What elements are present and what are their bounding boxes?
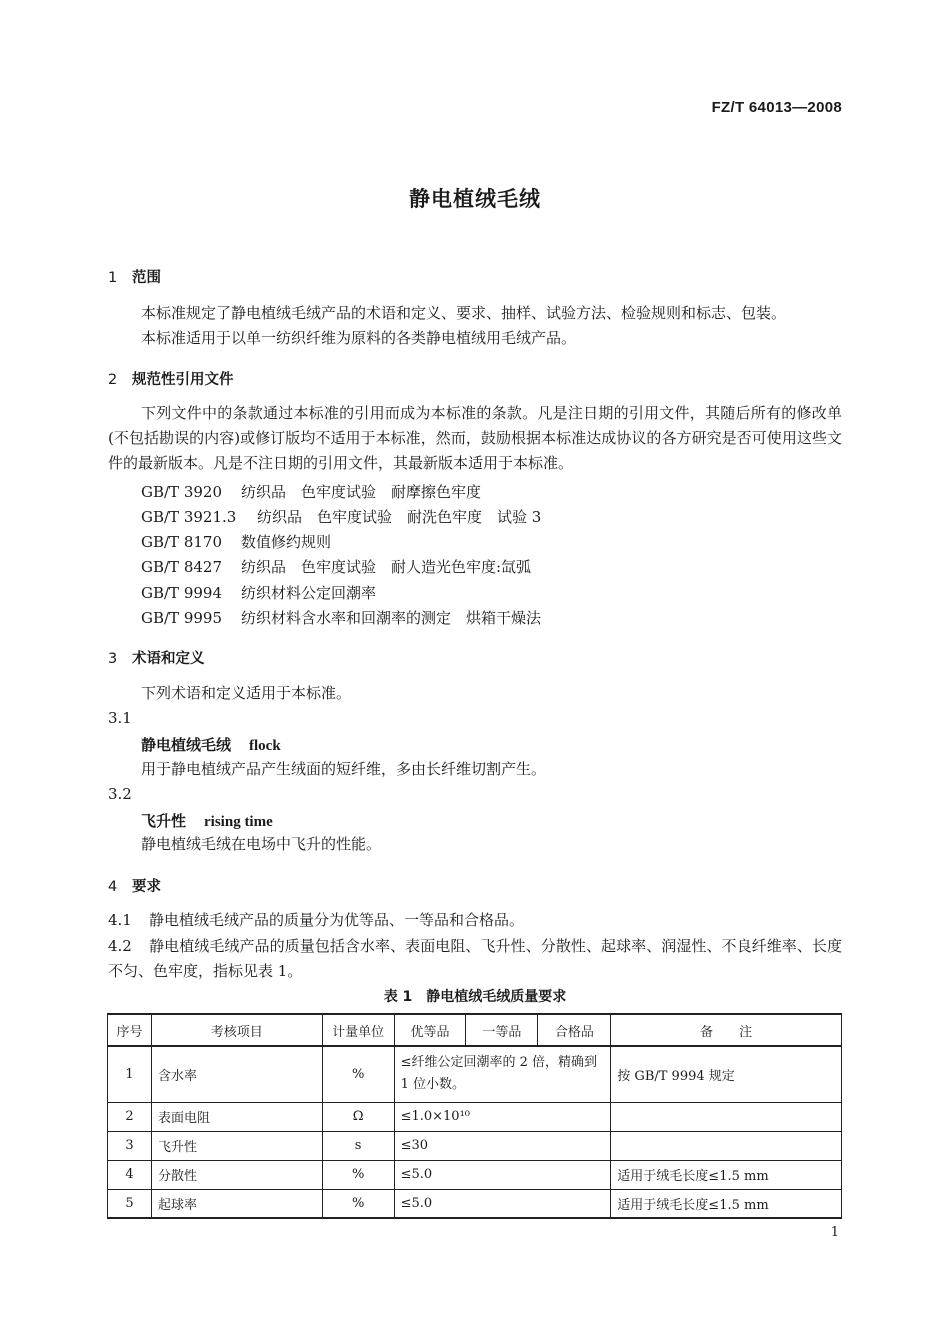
- header-superior: 优等品: [394, 1014, 466, 1046]
- clause-4-1: [108, 908, 524, 933]
- section-1-paragraph-1: 本标准规定了静电植绒毛绒产品的术语和定义、要求、抽样、试验方法、检验规则和标志、包装。: [141, 304, 787, 322]
- section-1-paragraph-2: 本标准适用于以单一纺织纤维为原料的各类静电植绒用毛绒产品。: [141, 329, 577, 347]
- reference-title: 纺织品 色牢度试验 耐人造光色牢度:氙弧: [241, 558, 532, 576]
- cell-remark: 按 GB/T 9994 规定: [611, 1046, 842, 1102]
- header-item: 考核项目: [151, 1014, 322, 1046]
- table-row: [108, 1160, 842, 1189]
- header-unit: 计量单位: [322, 1014, 394, 1046]
- cell-remark: [611, 1131, 842, 1160]
- reference-code: GB/T 8427: [141, 558, 223, 576]
- reference-title: 纺织材料含水率和回潮率的测定 烘箱干燥法: [241, 609, 542, 627]
- cell-value: ≤1.0×10¹⁰: [394, 1102, 611, 1131]
- section-2-intro: 下列文件中的条款通过本标准的引用而成为本标准的条款。凡是注日期的引用文件，其随后所有的修改单(不包括勘误的内容)或修订版均不适用于本标准，然而，鼓励根据本标准达成协议的各方研究是否可使用这些文件的最新版本。凡是不注日期的引用文件，其最新版本适用于本标准。: [108, 404, 842, 472]
- section-title: 规范性引用文件: [132, 372, 234, 388]
- clause-4-2: [108, 934, 842, 984]
- document-title: 静电植绒毛绒: [409, 187, 541, 211]
- cell-no: 1: [108, 1046, 152, 1102]
- header-no: 序号: [108, 1014, 152, 1046]
- table-header-row: [108, 1014, 842, 1046]
- reference-item: [141, 607, 541, 628]
- section-2-heading: [108, 368, 234, 389]
- cell-value: ≤5.0: [394, 1189, 611, 1218]
- reference-code: GB/T 3921.3: [141, 508, 237, 526]
- section-number: 2: [108, 372, 118, 388]
- term-number: 3.2: [108, 785, 132, 803]
- cell-remark: [611, 1102, 842, 1131]
- term-definition: 静电植绒毛绒在电场中飞升的性能。: [141, 835, 382, 853]
- table-row: [108, 1131, 842, 1160]
- cell-no: 4: [108, 1160, 152, 1189]
- section-title: 术语和定义: [132, 651, 205, 667]
- reference-item: [141, 481, 481, 502]
- table-row: [108, 1046, 842, 1102]
- term-definition: 用于静电植绒产品产生绒面的短纤维，多由长纤维切割产生。: [141, 760, 547, 778]
- cell-value: ≤30: [394, 1131, 611, 1160]
- reference-item: [141, 506, 541, 527]
- reference-code: GB/T 3920: [141, 483, 223, 501]
- term-number: 3.1: [108, 709, 132, 727]
- cell-remark: 适用于绒毛长度≤1.5 mm: [611, 1189, 842, 1218]
- reference-title: 纺织材料公定回潮率: [241, 584, 377, 602]
- table-caption: 表 1 静电植绒毛绒质量要求: [383, 989, 567, 1005]
- term-chinese: 飞升性: [141, 812, 187, 830]
- section-title: 范围: [132, 270, 161, 286]
- header-first: 一等品: [466, 1014, 538, 1046]
- table-row: [108, 1102, 842, 1131]
- clause-number: 4.2: [108, 937, 132, 955]
- header-qualified: 合格品: [538, 1014, 611, 1046]
- clause-text: 静电植绒毛绒产品的质量分为优等品、一等品和合格品。: [149, 911, 525, 929]
- cell-unit: %: [322, 1189, 394, 1218]
- reference-code: GB/T 9994: [141, 584, 223, 602]
- cell-item: 分散性: [151, 1160, 322, 1189]
- clause-text: 静电植绒毛绒产品的质量包括含水率、表面电阻、飞升性、分散性、起球率、润湿性、不良纤维率、长度不匀、色牢度，指标见表 1。: [108, 937, 842, 980]
- section-title: 要求: [132, 879, 161, 895]
- cell-no: 2: [108, 1102, 152, 1131]
- cell-remark: 适用于绒毛长度≤1.5 mm: [611, 1160, 842, 1189]
- reference-item: [141, 556, 531, 577]
- section-4-heading: [108, 875, 161, 896]
- cell-unit: s: [322, 1131, 394, 1160]
- clause-number: 4.1: [108, 911, 132, 929]
- cell-no: 3: [108, 1131, 152, 1160]
- cell-unit: %: [322, 1046, 394, 1102]
- cell-value: ≤纤维公定回潮率的 2 倍，精确到 1 位小数。: [394, 1046, 611, 1102]
- reference-item: [141, 582, 376, 603]
- term-chinese: 静电植绒毛绒: [141, 736, 232, 754]
- reference-item: [141, 531, 331, 552]
- section-number: 4: [108, 879, 118, 895]
- section-3-heading: [108, 647, 205, 668]
- cell-unit: %: [322, 1160, 394, 1189]
- cell-item: 含水率: [151, 1046, 322, 1102]
- reference-code: GB/T 8170: [141, 533, 223, 551]
- cell-no: 5: [108, 1189, 152, 1218]
- reference-code: GB/T 9995: [141, 609, 223, 627]
- section-number: 1: [108, 270, 118, 286]
- section-number: 3: [108, 651, 118, 667]
- cell-item: 表面电阻: [151, 1102, 322, 1131]
- quality-requirements-table: [107, 1013, 842, 1219]
- page-number: 1: [830, 1225, 839, 1240]
- reference-title: 纺织品 色牢度试验 耐摩擦色牢度: [241, 483, 482, 501]
- section-1-heading: [108, 266, 161, 287]
- header-remark: 备 注: [611, 1014, 842, 1046]
- term-english: flock: [249, 738, 281, 754]
- table-row: [108, 1189, 842, 1218]
- cell-unit: Ω: [322, 1102, 394, 1131]
- reference-title: 纺织品 色牢度试验 耐洗色牢度 试验 3: [257, 508, 542, 526]
- term-heading: [141, 810, 273, 831]
- cell-item: 飞升性: [151, 1131, 322, 1160]
- cell-value: ≤5.0: [394, 1160, 611, 1189]
- cell-item: 起球率: [151, 1189, 322, 1218]
- term-heading: [141, 734, 281, 755]
- term-english: rising time: [204, 814, 273, 830]
- reference-title: 数值修约规则: [241, 533, 332, 551]
- section-3-intro: 下列术语和定义适用于本标准。: [141, 684, 352, 702]
- standard-number: FZ/T 64013—2008: [711, 99, 842, 116]
